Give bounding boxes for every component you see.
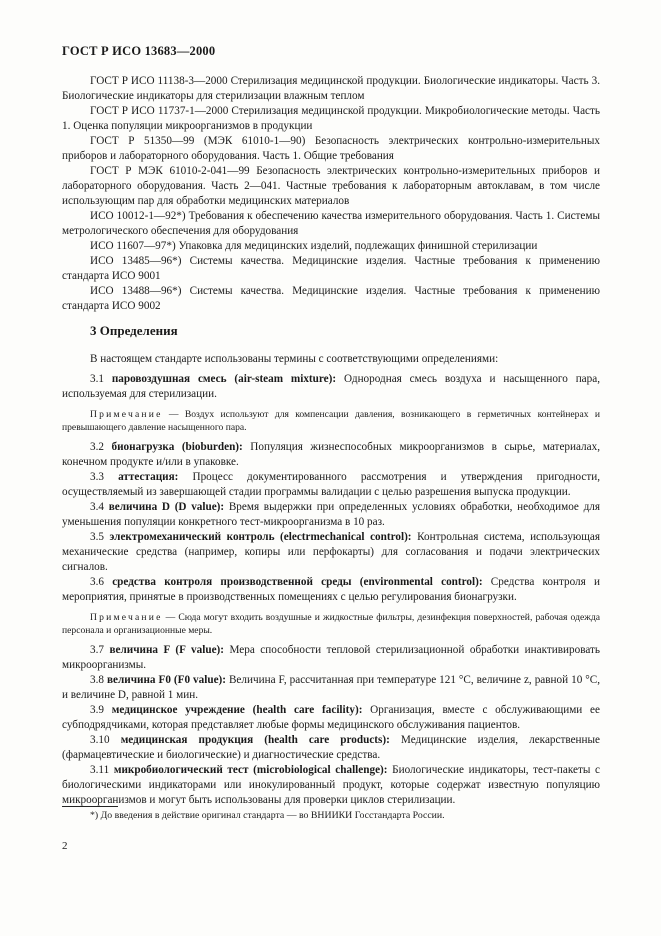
note-label: Примечание [90,409,163,420]
reference-item: ИСО 11607—97*) Упаковка для медицинских изделий, подлежащих финишной стерилизации [90,240,538,252]
document-header: ГОСТ Р ИСО 13683—2000 [62,44,216,58]
reference-item: ГОСТ Р ИСО 11138-3—2000 Стерилизация медицинской продукции. Биологические индикаторы. Часть 3. Биологические индикаторы для стерилизации влажным теплом [62,75,600,102]
note-label: Примечание [90,612,163,623]
definition-term: медицинское учреждение (health care facility): [111,704,363,716]
normative-references-list [62,74,600,314]
definition-3-6 [62,575,600,605]
reference-item: ГОСТ Р ИСО 11737-1—2000 Стерилизация медицинской продукции. Микробиологические методы. Часть 1. Оценка популяции микроорганизмов в продукции [62,105,600,132]
reference-item: ГОСТ Р МЭК 61010-2-041—99 Безопасность электрических контрольно-измерительных приборов и лабораторного оборудования. Часть 2—041. Частные требования к лабораторным автоклавам, в том числе использующим пар для обработки медицинских материалов [62,165,600,207]
definition-3-4 [62,500,600,530]
definition-text: Величина F, рассчитанная при температуре 121 °С, величине z, равной 10 °С, и величине D, равной 1 мин. [62,674,601,701]
definition-3-9 [62,703,600,733]
definition-text: Однородная смесь воздуха и насыщенного пара, используемая для стерилизации. [62,373,601,400]
definition-text: Популяция жизнеспособных микроорганизмов в сырье, материалах, конечном продукте и/или в упаковке. [62,441,600,468]
definition-number: 3.11 [90,764,110,776]
definition-3-7 [62,643,600,673]
definition-text: Медицинские изделия, лекарственные (фармацевтические и биологические) и диагностические средства. [62,734,600,761]
note-text: — Воздух используют для компенсации давления, возникающего в герметичных контейнерах и превышающего давление насыщенного пара. [62,409,600,433]
footnote-divider [62,806,118,807]
definition-number: 3.9 [90,704,104,716]
definition-number: 3.4 [90,501,104,513]
note-1 [62,408,600,434]
definition-number: 3.8 [90,674,104,686]
section-intro: В настоящем стандарте использованы термины с соответствующими определениями: [90,353,499,365]
definition-3-1 [62,372,600,402]
definition-term: микробиологический тест (microbiological challenge): [113,764,388,776]
footnote: *) До введения в действие оригинал стандарта — во ВНИИКИ Госстандарта России. [90,810,445,821]
reference-item: ГОСТ Р 51350—99 (МЭК 61010-1—90) Безопасность электрических контрольно-измерительных приборов и лабораторного оборудования. Часть 1. Общие требования [62,135,600,162]
definition-term: медицинская продукция (health care products): [120,734,390,746]
definition-number: 3.3 [90,471,104,483]
definition-text: Процесс документированного рассмотрения и утверждения пригодности, осуществляемый из завершающей стадии программы валидации с целью разрешения выпуска продукции. [62,471,601,498]
definition-number: 3.7 [90,644,104,656]
definition-3-2 [62,440,600,470]
definition-text: Контрольная система, использующая механические средства (например, копиры или перфокарты) для согласования и подачи электрических сигналов. [62,531,601,573]
definition-3-8 [62,673,600,703]
definition-term: электромеханический контроль (electrmechanical control): [109,531,412,543]
definition-text: Время выдержки при определенных условиях обработки, необходимое для уменьшения популяции конкретного тест-микроорганизма в 10 раз. [62,501,601,528]
definition-3-10 [62,733,600,763]
page-number: 2 [62,840,68,852]
reference-item: ИСО 10012-1—92*) Требования к обеспечению качества измерительного оборудования. Часть 1. Системы метрологического обеспечения для оборудования [62,210,600,237]
reference-item: ИСО 13488—96*) Системы качества. Медицинские изделия. Частные требования к применению стандарта ИСО 9002 [62,285,600,312]
definition-number: 3.2 [90,441,104,453]
note-2 [62,611,600,637]
definition-term: средства контроля производственной среды (environmental control): [112,576,483,588]
definition-number: 3.1 [90,373,104,385]
definition-text: Биологические индикаторы, тест-пакеты с биологическими индикаторами или инокулированный продукт, которые содержат известную популяцию микроорганизмов и могут быть использованы для проверки циклов стерилизации. [62,764,600,806]
definition-text: Мера способности тепловой стерилизационной обработки инактивировать микроорганизмы. [62,644,601,671]
note-text: — Сюда могут входить воздушные и жидкостные фильтры, дезинфекция поверхностей, рабочая одежда персонала и организационные меры. [62,612,600,636]
definition-term: величина F0 (F0 value): [106,674,226,686]
definition-term: величина F (F value): [109,644,224,656]
definition-number: 3.5 [90,531,104,543]
definition-3-11 [62,763,600,808]
definition-number: 3.10 [90,734,110,746]
definition-term: аттестация: [118,471,179,483]
section-title: 3 Определения [90,323,178,338]
reference-item: ИСО 13485—96*) Системы качества. Медицинские изделия. Частные требования к применению стандарта ИСО 9001 [62,255,600,282]
definition-3-3 [62,470,600,500]
definition-number: 3.6 [90,576,104,588]
definition-term: бионагрузка (bioburden): [111,441,243,453]
definition-term: паровоздушная смесь (air-steam mixture): [111,373,337,385]
definition-term: величина D (D value): [108,501,225,513]
definition-text: Средства контроля и мероприятия, принятые в производственных помещениях с целью регулирования бионагрузки. [62,576,601,603]
definitions-list [62,352,600,808]
definition-text: Организация, вместе с обслуживающими ее субподрядчиками, которая представляет любые формы медицинского обслуживания пациентов. [62,704,600,731]
definition-3-5 [62,530,600,575]
